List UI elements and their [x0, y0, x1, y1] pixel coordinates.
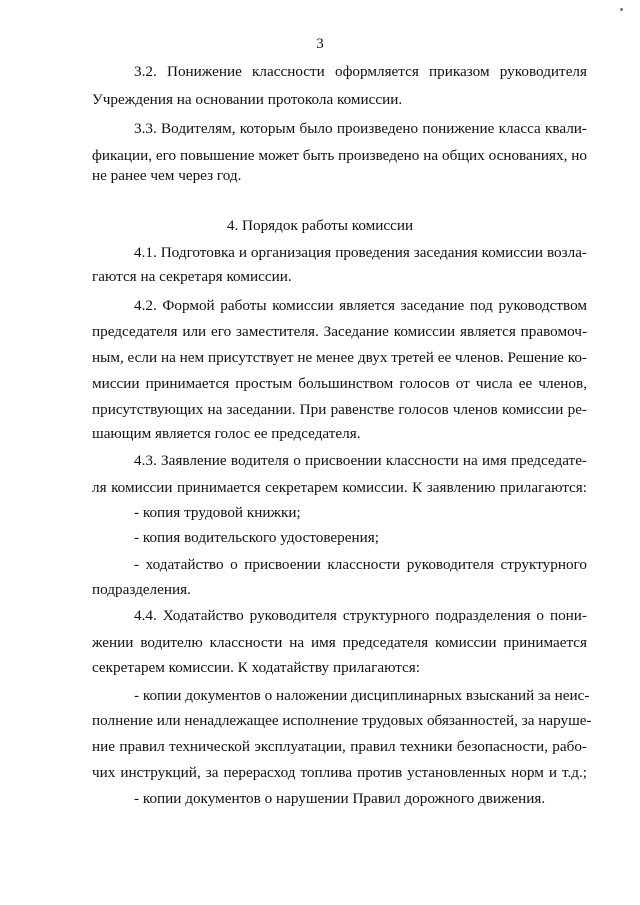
text-line: миссии принимается простым большинством голосов от числа ее членов, [92, 375, 587, 392]
text-line: 3.2. Понижение классности оформляется приказом руководителя [134, 63, 587, 80]
list-item: - копии документов о наложении дисциплинарных взысканий за неис- [134, 687, 590, 704]
text-line: чих инструкций, за перерасход топлива против установленных норм и т.д.; [92, 764, 587, 781]
text-line: 4.2. Формой работы комиссии является заседание под руководством [134, 297, 587, 314]
text-line: фикации, его повышение может быть произведено на общих основаниях, но [92, 147, 587, 164]
text-line: ля комиссии принимается секретарем комиссии. К заявлению прилагаются: [92, 479, 587, 496]
list-item: - копия трудовой книжки; [134, 504, 301, 521]
list-item: - копии документов о нарушении Правил дорожного движения. [134, 790, 546, 807]
text-line: гаются на секретаря комиссии. [92, 268, 292, 285]
text-line: не ранее чем через год. [92, 167, 242, 184]
text-line: присутствующих на заседании. При равенстве голосов членов комиссии ре- [92, 401, 587, 418]
page-number: 3 [316, 36, 324, 52]
text-line: секретарем комиссии. К ходатайству прилагаются: [92, 659, 421, 676]
text-line: шающим является голос ее председателя. [92, 425, 361, 442]
text-line: председателя или его заместителя. Заседание комиссии является правомоч- [92, 323, 587, 340]
text-line: подразделения. [92, 581, 191, 598]
text-line: 3.3. Водителям, которым было произведено понижение класса квали- [134, 120, 587, 137]
text-line: Учреждения на основании протокола комиссии. [92, 91, 403, 108]
text-line: жении водителю классности на имя председателя комиссии принимается [92, 634, 587, 651]
text-line: 4.3. Заявление водителя о присвоении классности на имя председате- [134, 452, 587, 469]
text-line: 4.4. Ходатайство руководителя структурного подразделения о пони- [134, 607, 587, 624]
section-heading: 4. Порядок работы комиссии [226, 217, 414, 234]
text-line: полнение или ненадлежащее исполнение трудовых обязанностей, за наруше- [92, 712, 592, 729]
scan-speck [620, 8, 623, 11]
text-line: ным, если на нем присутствует не менее двух третей ее членов. Решение ко- [92, 349, 587, 366]
text-line: ние правил технической эксплуатации, правил техники безопасности, рабо- [92, 738, 587, 755]
text-line: 4.1. Подготовка и организация проведения заседания комиссии возла- [134, 244, 587, 261]
list-item: - копия водительского удостоверения; [134, 529, 379, 546]
list-item: - ходатайство о присвоении классности руководителя структурного [134, 556, 587, 573]
